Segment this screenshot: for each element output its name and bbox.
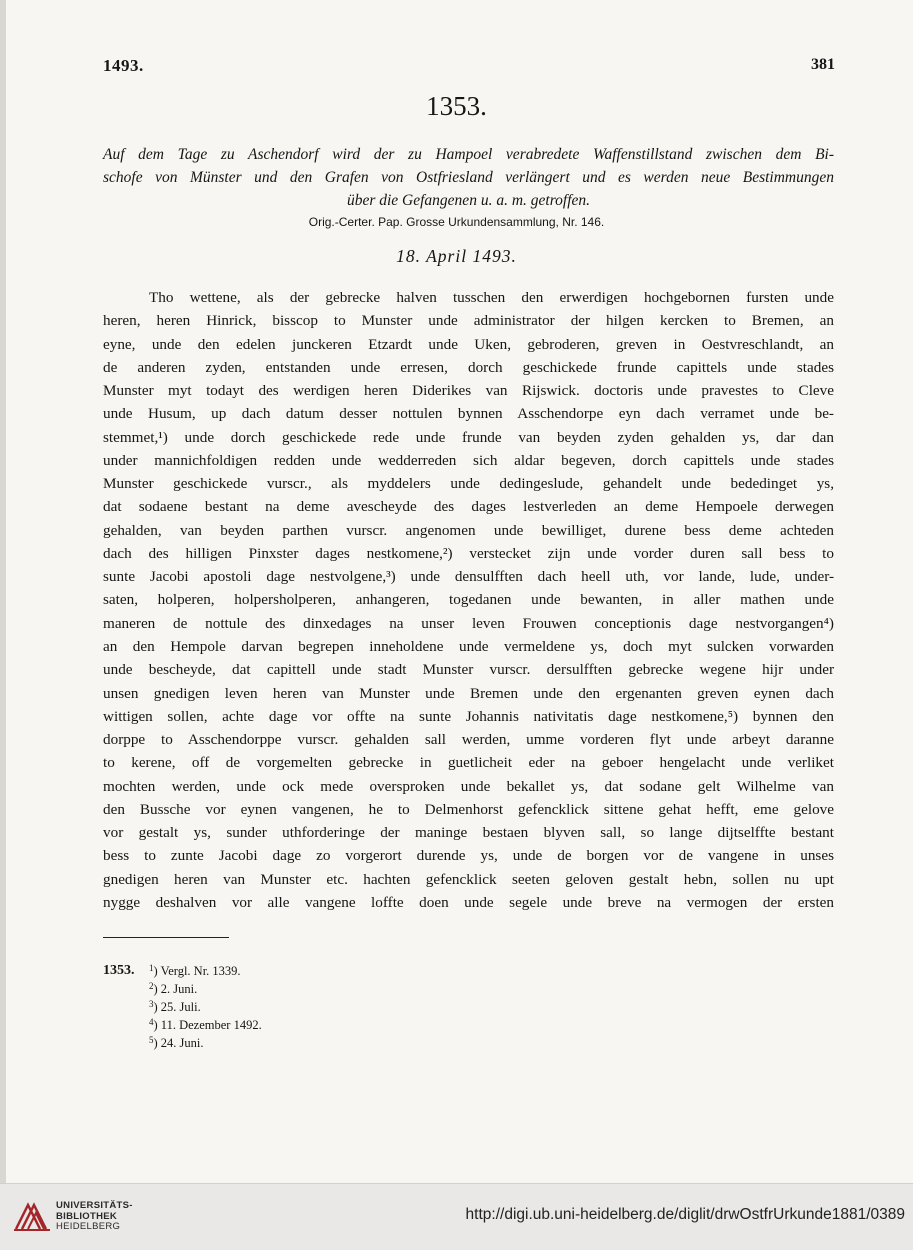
body-line: gnedigen heren van Munster etc. hachten gefencklick seeten geloven gestalt hebn, sollen nu upt [103,870,834,888]
regest-summary [103,143,834,212]
footnote-label: 1353. [103,963,135,978]
body-line: gehalden, van beyden parthen vurscr. angenomen unde bewilliget, durene bess deme achteden [103,521,834,539]
body-line: saten, holperen, holpersholperen, anhangeren, togedanen unde bewanten, in aller mathen unde [103,591,834,609]
footnote-mark: 4 [149,1017,154,1027]
library-name-line: HEIDELBERG [56,1221,121,1232]
body-line: unde bescheyde, dat capittell unde stadt Munster vurscr. dersulfften gebrecke wegene hijr under [103,661,834,679]
body-line: an den Hempole darvan begrepen inneholdene unde vermeldene ys, doch myt sulcken vorwarden [103,637,834,655]
body-line: de anderen zyden, entstanden unde erresen, dorch geschickede frunde capittels unde stades [103,358,834,376]
footnote-text: 24. Juni. [160,1036,204,1050]
library-name [56,1201,133,1233]
permalink-url[interactable]: http://digi.ub.uni-heidelberg.de/diglit/drwOstfrUrkunde1881/0389 [465,1206,905,1223]
footnote-text: Vergl. Nr. 1339. [160,964,241,978]
body-line: unde Husum, up dach datum desser nottulen bynnen Asschendorpe eyn dach verramet unde be- [103,405,834,423]
body-line: to kerene, off de vorgemelten gebrecke in guetlicheit eder na geboer hengelacht unde verliket [103,754,834,772]
document-body [103,286,834,914]
regest-line: über die Gefangenen u. a. m. getroffen. [346,192,591,209]
body-line: vor gestalt ys, sunder uthforderinge der maninge bestaen blyven sall, so lange dijtselffte bestant [103,824,834,842]
body-line: dat sodaene bestant na deme avescheyde des dages lestverleden an deme Hempoele derwegen [103,498,834,516]
footnote-item [149,999,201,1016]
library-name-line: BIBLIOTHEK [56,1210,118,1222]
body-line: dach des hilligen Pinxster dages nestkomene,²) verstecket zijn unde vorder duren sall bess to [103,544,834,562]
regest-line: Auf dem Tage zu Aschendorf wird der zu Hampoel verabredete Waffenstillstand zwischen dem Bi- [103,146,834,163]
footnote-text: 11. Dezember 1492. [160,1018,262,1032]
body-line: eyne, unde den edelen junckeren Etzardt unde Uken, gebroderen, greven in Oestvreschlandt, an [103,335,834,353]
body-line: mochten werden, unde ock mede oversproken unde bekallet ys, dat sodane gelt Wilhelme van [103,777,834,795]
footnote-mark: 1 [149,963,154,973]
footnote-paren: ) [153,964,161,978]
body-line: unsen gnedigen leven heren van Munster unde Bremen unde den ergenanten greven eynen dach [103,684,834,702]
document-date: 18. April 1493. [396,246,517,266]
running-head [103,56,835,80]
body-line: wittigen sollen, achte dage vor offte na sunte Johannis nativitatis dage nestkomene,⁵) bynnen den [103,707,834,725]
body-line: dorppe to Asschendorppe vurscr. gehalden sall werden, umme vorderen flyt unde arbeyt daranne [103,731,834,749]
footer-bar [0,1183,913,1250]
footnote-paren: ) [153,1036,161,1050]
page-number: 381 [811,56,835,73]
footnote-paren: ) [153,1000,161,1014]
body-line: den Bussche vor eynen vangenen, he to Delmenhorst gefencklick sittene gehat hefft, eme gelove [103,800,834,818]
body-line: nygge deshalven vor alle vangene loffte doen unde segele unde breve na vermogen der ersten [103,893,834,911]
header-year: 1493. [103,56,144,75]
footnote-item [149,1035,204,1052]
library-name-line: UNIVERSITÄTS- [56,1200,133,1211]
body-line: stemmet,¹) unde dorch geschickede rede unde frunde van beyden zyden gehalden ys, dar dan [103,428,834,446]
body-line: Munster geschickede vurscr., als myddelers unde dedingeslude, gehandelt unde bededinget ys, [103,475,834,493]
footnote-mark: 2 [149,981,154,991]
body-line: sunte Jacobi apostoli dage nestvolgene,³) unde densulfften dach heell uth, vor lande, lude, under- [103,568,834,586]
body-line: Munster myt todayt des werdigen heren Diderikes van Rijswick. doctoris unde pravestes to Cleve [103,382,834,400]
document-number: 1353. [426,91,487,121]
footnote-item [149,963,241,980]
regest-line: schofe von Münster und den Grafen von Ostfriesland verlängert und es werden neue Bestimmungen [103,169,834,186]
body-line: heren, heren Hinrick, bisscop to Munster unde administrator der hilgen kercken to Bremen, an [103,312,834,330]
footnote-item [149,981,197,998]
footnote-paren: ) [153,1018,161,1032]
body-line: bess to zunte Jacobi dage zo vorgerort durende ys, unde de borgen vor de vangene in unses [103,847,834,865]
footnote-item [149,1017,262,1034]
footnote-mark: 5 [149,1035,154,1045]
university-library-logo-icon [12,1199,52,1235]
body-line: Tho wettene, als der gebrecke halven tusschen den erwerdigen hochgebornen fursten unde [149,289,834,306]
page-edge [0,0,6,1183]
body-line: maneren de nottule des dinxedages na unser leven Frouwen conceptionis dage nestvorgangen⁴) [103,614,834,632]
footnote-divider [103,937,229,938]
source-reference: Orig.-Certer. Pap. Grosse Urkundensammlung, Nr. 146. [308,215,605,229]
footnote-text: 2. Juni. [160,982,198,996]
footnote-paren: ) [153,982,161,996]
footnote-text: 25. Juli. [160,1000,201,1014]
body-line: under mannichfoldigen redden unde wedderreden sich aldar begeven, dorch capittels unde stades [103,451,834,469]
footnote-mark: 3 [149,999,154,1009]
